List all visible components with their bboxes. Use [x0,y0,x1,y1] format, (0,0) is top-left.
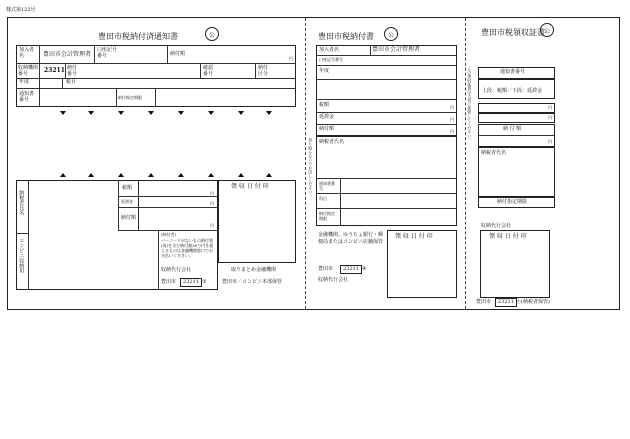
zeigaku-label: 税額 [319,102,330,108]
receipt-stamp-box-3 [480,230,550,298]
payer-label: 納税者氏名 [481,150,507,156]
form-number: 様式第122号 [6,7,36,13]
agent-label: 収納代行会社 [161,267,192,273]
entai-label: 延滞金 [121,199,133,204]
official-stamp-2: 公 [384,27,398,41]
perforation-1 [305,18,306,309]
ryoshu-label: 領 収 日 付 印 [395,233,433,240]
upper-lower-note: 上段：税額／下段：延滞金 [482,88,543,94]
city-label: 豊田市 [161,279,177,285]
kanyuusha-value: 豊田市会計管理者 [43,51,92,58]
payer-box [316,136,457,226]
perforation-2 [465,18,466,309]
city-code: 23211 [180,278,202,287]
city-label: 豊田市 [476,299,492,305]
entai-label: 延滞金 [319,114,335,120]
city-label: 豊田市 [318,266,334,272]
kakunin-label: 確認番号 [203,65,214,77]
payer-label: 納税者氏名 [319,139,345,145]
goukei-label: 納付額 [121,215,137,221]
amount-row-2 [478,113,555,123]
payment-title: 豊田市税納付書 [318,32,374,41]
yen-mark: 円 [450,105,454,110]
goukei-label: 納 付 額 [503,126,522,132]
yen-mark: 円 [289,56,293,61]
yen-mark: 円 [210,223,214,228]
yen-mark: 円 [450,117,454,122]
nendo-label: 年度 [319,68,330,74]
receipt-stamp-box-1 [218,180,296,263]
kouza-label: 口座記号番号 [97,47,118,59]
tsuchi-label: 通知書番号 [500,69,526,75]
shuunou-value: 23211 [44,67,65,74]
side-note: この領収証書は大切に保管してください。 [467,66,473,142]
nendo-label: 年度 [19,79,30,85]
kanyuusha-value: 豊田市会計管理者 [372,46,421,53]
noufu-amount-label: 納付額 [170,51,186,57]
shitei-label: 納付指定期限 [118,95,142,100]
amount-row-1 [478,103,555,113]
copy-mark: ④ [362,266,367,272]
conv-label: コンビニ収納用 [18,238,25,273]
shitei-label: 納付指定期限 [497,199,528,205]
note-body: バーコードがないもの納付書(再)を含む納付額30万円を超えるものは金融機関窓口でお支払いください。 [161,238,214,258]
kamoku-label: 科目 [319,196,327,201]
side-note: 切り取らないでお出しください。 [308,138,314,198]
noufu-kubun-label: 納付区分 [258,65,269,77]
tsuchi-label: 通知書番号 [319,181,335,191]
kanyuusha-label: 加入者名 [319,47,340,53]
yen-mark: 円 [210,201,214,206]
official-stamp-1: 公 [205,27,219,41]
note-title: (納付者) [161,232,177,237]
goukei-label: 納付額 [319,126,335,132]
shuunou-label: 収納機関番号 [18,65,39,77]
bank-note: 金融機関、ゆうちょ銀行・郵便局またはコンビニ店舗保管 [318,232,384,245]
keep-note: ④(納税者保管) [516,299,550,305]
kanyuusha-label: 加入者名 [19,47,35,59]
torimatome-label: 取りまとめ金融機関 [231,267,277,273]
yen-mark: 円 [548,115,552,120]
zeimoku-label: 税目 [66,79,77,85]
shitei-label: 納付指定期限 [319,211,335,221]
yen-mark: 円 [450,129,454,134]
zeigaku-label: 税額 [122,185,133,191]
payer-label: 納税者氏名 [18,190,25,215]
tsuchi-label: 通知書番号 [19,91,35,103]
ryoshu-label: 領 収 日 付 印 [231,183,269,190]
yen-mark: 円 [548,139,552,144]
official-stamp-3: 公 [540,23,554,37]
kouza-label: 口座記号番号 [319,57,343,62]
yen-mark: 円 [548,105,552,110]
receipt-stamp-box-2 [387,230,457,298]
city-code: 23211 [495,298,517,307]
agent-label: 収納代行会社 [318,277,349,283]
city-code: 23211 [340,265,362,274]
keep-note: 豊田市／コンビニ本部保管 [222,279,283,285]
notice-title: 豊田市税納付済通知書 [98,32,178,41]
noufu-bangou-label: 納付番号 [67,65,78,77]
agent-label: 収納代行会社 [481,223,512,229]
copy-mark: ③ [202,279,207,285]
ryoshu-label: 領 収 日 付 印 [489,233,527,240]
receipt-title: 豊田市税領収証書 [481,28,545,37]
yen-mark: 円 [210,191,214,196]
